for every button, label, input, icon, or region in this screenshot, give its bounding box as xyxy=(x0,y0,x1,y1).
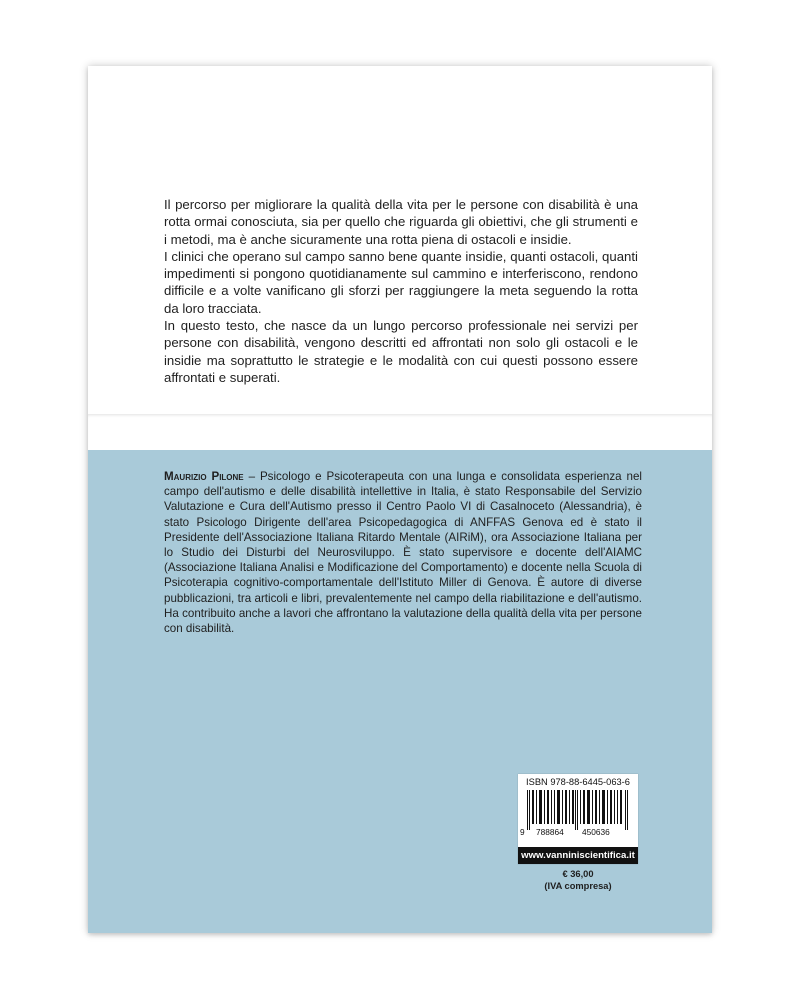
blurb-paragraph-1: Il percorso per migliorare la qualità della vita per le persone con disabilità è una rotta ormai conosciuta, sia per quello che riguarda gli obiettivi, che gli strumenti e i metodi, ma è anche sicuramente una rotta piena di ostacoli e insidie. xyxy=(164,197,638,247)
publisher-website: www.vanniniscientifica.it xyxy=(518,847,638,864)
barcode-bars xyxy=(526,790,630,830)
price-block xyxy=(518,869,638,892)
separator-band xyxy=(88,414,712,450)
barcode-digits-right: 450636 xyxy=(582,827,610,837)
barcode-digits-left: 788864 xyxy=(536,827,564,837)
price: € 36,00 xyxy=(562,869,594,879)
isbn-barcode xyxy=(518,774,638,864)
blurb-paragraph-3: In questo testo, che nasce da un lungo percorso professionale nei servizi per persone con disabilità, vengono descritti ed affrontati non solo gli ostacoli e le insidie ma soprattutto le strategie e le modalità con cui questi possono essere affrontati e superati. xyxy=(164,318,638,385)
vat-note: (IVA compresa) xyxy=(544,880,612,891)
book-back-cover xyxy=(88,66,712,933)
isbn-number: ISBN 978-88-6445-063-6 xyxy=(526,777,630,787)
cover-top-panel xyxy=(88,66,712,414)
barcode-digit-first: 9 xyxy=(520,827,525,837)
author-bio-text: – Psicologo e Psicoterapeuta con una lunga e consolidata esperienza nel campo dell'autismo e delle disabilità intellettive in Italia, è stato Responsabile del Servizio Valutazione e Cura dell'Autismo presso il Centro Paolo VI di Casalnoceto (Alessandria), è stato Psicologo Dirigente dell'area Psicopedagogica di ANFFAS Genova ed è stato il Presidente dell'Associazione Italiana Ritardo Mentale (AIRiM), ora Associazione Italiana per lo Studio dei Disturbi del Neurosviluppo. È stato supervisore e docente dell'AIAMC (Associazione Italiana Analisi e Modificazione del Comportamento) e docente nella Scuola di Psicoterapia cognitivo-comportamentale dell'Istituto Miller di Genova. È autore di diverse pubblicazioni, tra articoli e libri, prevalentemente nel campo della riabilitazione e dell'autismo. Ha contribuito anche a lavori che affrontano la valutazione della qualità della vita per persone con disabilità. xyxy=(164,470,642,636)
blurb-text xyxy=(164,196,638,386)
blurb-paragraph-2: I clinici che operano sul campo sanno bene quante insidie, quanti ostacoli, quanti impedimenti si pongono quotidianamente sul cammino e interferiscono, rendono difficile e a volte vanificano gli sforzi per raggiungere la meta seguendo la rotta da loro tracciata. xyxy=(164,248,638,316)
author-name: Maurizio Pilone xyxy=(164,470,244,483)
author-bio xyxy=(164,469,642,636)
